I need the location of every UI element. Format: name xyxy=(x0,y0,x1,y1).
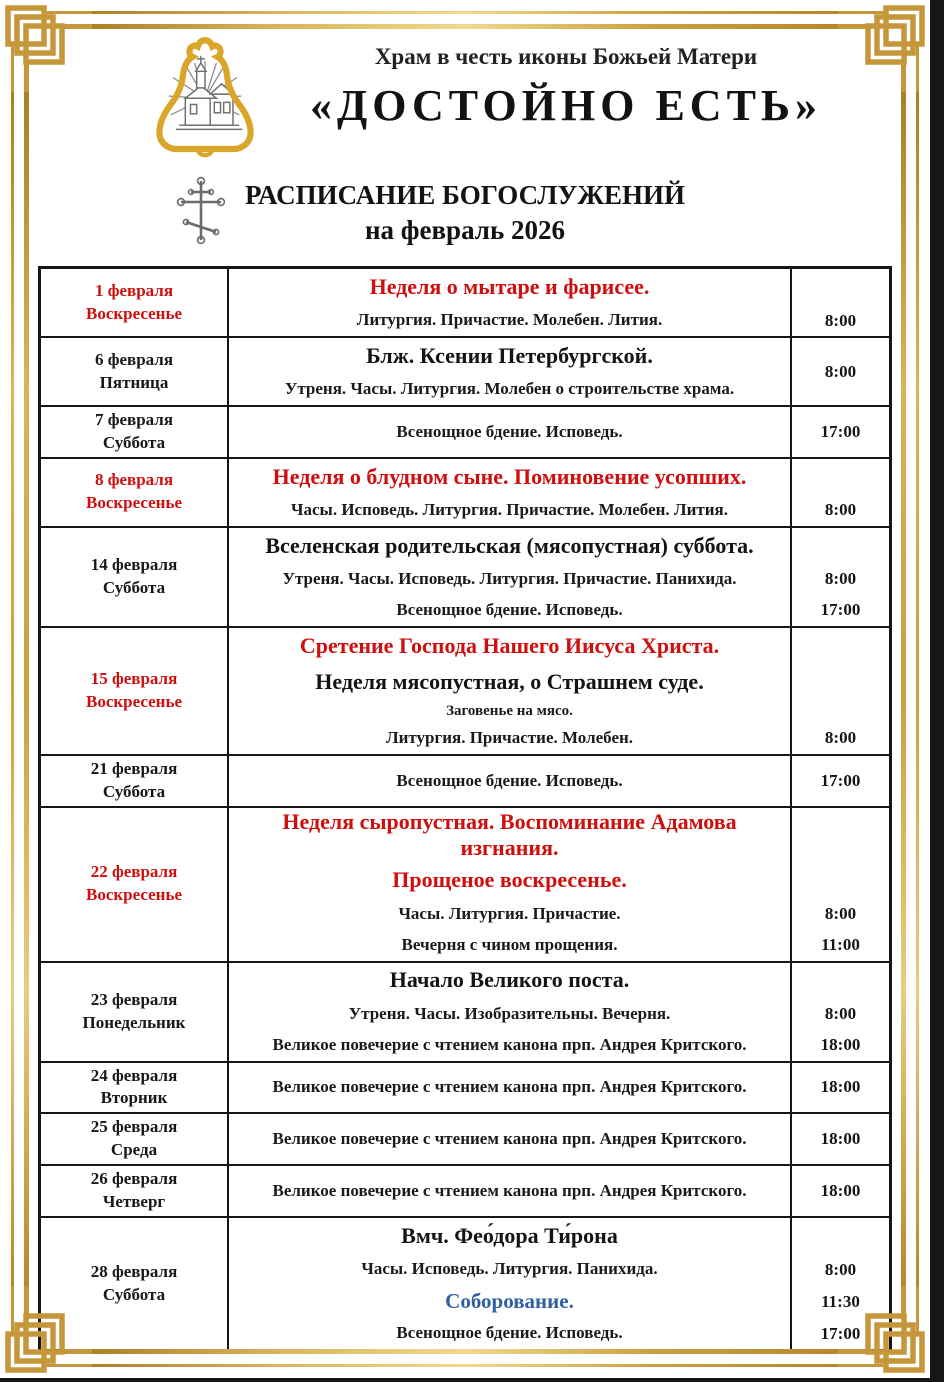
service-line: Часы. Исповедь. Литургия. Панихида. xyxy=(361,1259,658,1279)
schedule-row xyxy=(41,1063,889,1115)
gold-border-line xyxy=(11,86,14,1292)
service-line-row xyxy=(229,269,889,305)
service-line-row xyxy=(229,863,889,899)
time-cell xyxy=(790,459,889,495)
gold-border-line xyxy=(86,1364,844,1367)
day-text: Суббота xyxy=(102,577,166,597)
date-cell xyxy=(41,269,229,336)
service-line-row xyxy=(229,999,889,1030)
service-line: Великое повечерие с чтением канона прп. Андрея Критского. xyxy=(272,1077,747,1097)
time-cell: 8:00 xyxy=(790,305,889,336)
service-line-row xyxy=(229,808,889,863)
day-text: Суббота xyxy=(102,432,166,452)
day-text: Воскресенье xyxy=(85,303,182,323)
gold-border-line xyxy=(901,86,906,1292)
gold-border-line xyxy=(24,86,29,1292)
service-line: Прощеное воскресенье. xyxy=(392,867,627,893)
gold-knot-corner-ornament xyxy=(0,0,92,92)
service-line-row xyxy=(229,305,889,336)
service-line: Неделя о мытаре и фарисее. xyxy=(369,273,650,299)
time-cell: 8:00 xyxy=(790,564,889,595)
date-text: 15 февраля xyxy=(90,668,178,688)
time-cell xyxy=(790,628,889,664)
schedule-row xyxy=(41,407,889,459)
time-cell: 8:00 xyxy=(790,899,889,930)
service-line-row xyxy=(229,1285,889,1318)
schedule-row xyxy=(41,1218,889,1349)
service-line: Вечерня с чином прощения. xyxy=(401,934,618,954)
date-text: 6 февраля xyxy=(94,349,174,369)
date-cell xyxy=(41,528,229,626)
schedule-row xyxy=(41,628,889,756)
service-cell xyxy=(229,459,889,526)
date-cell xyxy=(41,628,229,754)
time-cell: 17:00 xyxy=(790,756,889,806)
service-line-row xyxy=(229,1254,889,1285)
service-line-row xyxy=(229,664,889,700)
date-text: 28 февраля xyxy=(90,1261,178,1281)
service-cell xyxy=(229,1218,889,1349)
time-cell: 18:00 xyxy=(790,1030,889,1061)
service-line-row xyxy=(229,495,889,526)
time-cell: 18:00 xyxy=(790,1114,889,1164)
date-cell xyxy=(41,1166,229,1216)
schedule-row xyxy=(41,528,889,628)
service-line-row xyxy=(229,899,889,930)
day-text: Воскресенье xyxy=(85,691,182,711)
temple-dedication-line: Храм в честь иконы Божьей Матери xyxy=(374,44,758,69)
gold-knot-corner-ornament xyxy=(0,1286,92,1378)
service-line-row xyxy=(229,963,889,999)
time-cell: 11:30 xyxy=(790,1285,889,1318)
service-line: Неделя о блудном сыне. Поминовение усопших. xyxy=(272,463,747,489)
day-text: Воскресенье xyxy=(85,885,182,905)
date-cell xyxy=(41,459,229,526)
service-line: Блж. Ксении Петербургской. xyxy=(366,342,653,368)
day-text: Вторник xyxy=(100,1088,168,1108)
service-line: Сретение Господа Нашего Иисуса Христа. xyxy=(299,632,720,658)
service-line-row xyxy=(229,595,889,626)
page-subtitle: на февраль 2026 xyxy=(365,215,565,245)
date-text: 24 февраля xyxy=(90,1065,178,1085)
service-line: Великое повечерие с чтением канона прп. Андрея Критского. xyxy=(272,1129,747,1149)
time-cell xyxy=(790,863,889,899)
bell-church-logo xyxy=(148,34,262,154)
time-cell: 17:00 xyxy=(790,1318,889,1349)
service-line: Великое повечерие с чтением канона прп. Андрея Критского. xyxy=(272,1034,747,1054)
service-line: Часы. Исповедь. Литургия. Причастие. Молебен. Лития. xyxy=(291,500,728,520)
church-name: «ДОСТОЙНО ЕСТЬ» xyxy=(309,81,823,130)
date-cell xyxy=(41,1063,229,1113)
service-cell xyxy=(229,269,889,336)
time-cell: 18:00 xyxy=(790,1166,889,1216)
day-text: Понедельник xyxy=(82,1012,186,1032)
time-cell: 8:00 xyxy=(790,495,889,526)
service-line: Вселенская родительская (мясопустная) суббота. xyxy=(265,532,754,558)
date-cell xyxy=(41,1114,229,1164)
service-cell xyxy=(229,1166,790,1216)
schedule-row xyxy=(41,459,889,528)
service-line: Всенощное бдение. Исповедь. xyxy=(396,1323,623,1343)
service-line: Великое повечерие с чтением канона прп. Андрея Критского. xyxy=(272,1181,747,1201)
gold-knot-corner-ornament xyxy=(838,0,930,92)
time-cell xyxy=(790,528,889,564)
date-cell xyxy=(41,963,229,1061)
time-cell: 18:00 xyxy=(790,1063,889,1113)
date-cell xyxy=(41,338,229,405)
date-text: 1 февраля xyxy=(94,280,174,300)
service-line-row xyxy=(229,528,889,564)
date-text: 23 февраля xyxy=(90,989,178,1009)
date-text: 22 февраля xyxy=(90,862,178,882)
service-line: Утреня. Часы. Изобразительны. Вечерня. xyxy=(348,1003,671,1023)
date-text: 8 февраля xyxy=(94,470,174,490)
service-line: Всенощное бдение. Исповедь. xyxy=(396,421,623,441)
header-text xyxy=(262,34,870,131)
service-line-row xyxy=(229,930,889,961)
service-line: Соборование. xyxy=(445,1289,574,1314)
day-text: Среда xyxy=(110,1140,158,1160)
service-line-row xyxy=(229,628,889,664)
schedule-title-block xyxy=(0,180,930,246)
schedule-row xyxy=(41,269,889,338)
service-cell xyxy=(229,963,889,1061)
service-cell xyxy=(229,1063,790,1113)
service-line: Часы. Литургия. Причастие. xyxy=(398,903,621,923)
service-line: Всенощное бдение. Исповедь. xyxy=(396,600,623,620)
schedule-table xyxy=(38,266,892,1352)
service-cell xyxy=(229,338,790,405)
gold-border-line xyxy=(86,1349,844,1354)
service-line-row xyxy=(229,564,889,595)
time-cell: 8:00 xyxy=(790,999,889,1030)
service-line: Литургия. Причастие. Молебен. Лития. xyxy=(356,310,663,330)
time-cell: 11:00 xyxy=(790,930,889,961)
time-cell: 8:00 xyxy=(790,338,889,405)
service-line-row xyxy=(229,723,889,754)
day-text: Суббота xyxy=(102,781,166,801)
gold-border-line xyxy=(86,24,844,29)
date-text: 26 февраля xyxy=(90,1169,178,1189)
service-line: Начало Великого поста. xyxy=(389,967,630,993)
gold-border-line xyxy=(916,86,919,1292)
time-cell: 17:00 xyxy=(790,595,889,626)
date-cell xyxy=(41,756,229,806)
date-text: 14 февраля xyxy=(90,554,178,574)
service-line: Всенощное бдение. Исповедь. xyxy=(396,770,623,790)
schedule-row xyxy=(41,808,889,963)
orthodox-cross-icon xyxy=(172,176,230,246)
service-line: Утреня. Часы. Исповедь. Литургия. Причастие. Панихида. xyxy=(282,569,737,589)
service-line-row xyxy=(229,700,889,723)
service-cell xyxy=(229,407,790,457)
gold-knot-corner-ornament xyxy=(838,1286,930,1378)
service-line: Литургия. Причастие. Молебен. xyxy=(385,728,634,748)
time-cell xyxy=(790,700,889,723)
gold-border-line xyxy=(86,11,844,14)
service-cell xyxy=(229,756,790,806)
service-cell xyxy=(229,528,889,626)
date-cell xyxy=(41,407,229,457)
schedule-row xyxy=(41,338,889,407)
service-line-row xyxy=(229,459,889,495)
date-text: 7 февраля xyxy=(94,410,174,429)
date-cell xyxy=(41,808,229,961)
service-line-row xyxy=(229,1218,889,1254)
time-cell xyxy=(790,664,889,700)
service-line-row xyxy=(229,1318,889,1349)
date-text: 25 февраля xyxy=(90,1117,178,1137)
schedule-row xyxy=(41,756,889,808)
service-line: Неделя мясопустная, о Страшнем суде. xyxy=(315,668,704,694)
time-cell: 8:00 xyxy=(790,1254,889,1285)
service-line: Неделя сыропустная. Воспоминание Адамова изгнания. xyxy=(282,808,737,861)
time-cell xyxy=(790,1218,889,1254)
service-cell xyxy=(229,628,889,754)
day-text: Пятница xyxy=(99,372,169,392)
day-text: Воскресенье xyxy=(85,493,182,513)
time-cell: 8:00 xyxy=(790,723,889,754)
time-cell xyxy=(790,269,889,305)
day-text: Четверг xyxy=(102,1192,166,1212)
time-cell: 17:00 xyxy=(790,407,889,457)
date-text: 21 февраля xyxy=(90,758,178,778)
service-cell xyxy=(229,808,889,961)
service-line: Заговенье на мясо. xyxy=(446,703,573,720)
page-title: РАСПИСАНИЕ БОГОСЛУЖЕНИЙ xyxy=(244,180,686,210)
service-line: Вмч. Фео́дора Ти́рона xyxy=(401,1222,618,1248)
day-text: Суббота xyxy=(102,1284,166,1304)
schedule-row xyxy=(41,1114,889,1166)
service-line: Утреня. Часы. Литургия. Молебен о строительстве храма. xyxy=(284,379,735,399)
schedule-row xyxy=(41,963,889,1063)
time-cell xyxy=(790,808,889,863)
service-cell xyxy=(229,1114,790,1164)
schedule-row xyxy=(41,1166,889,1218)
time-cell xyxy=(790,963,889,999)
service-line-row xyxy=(229,1030,889,1061)
